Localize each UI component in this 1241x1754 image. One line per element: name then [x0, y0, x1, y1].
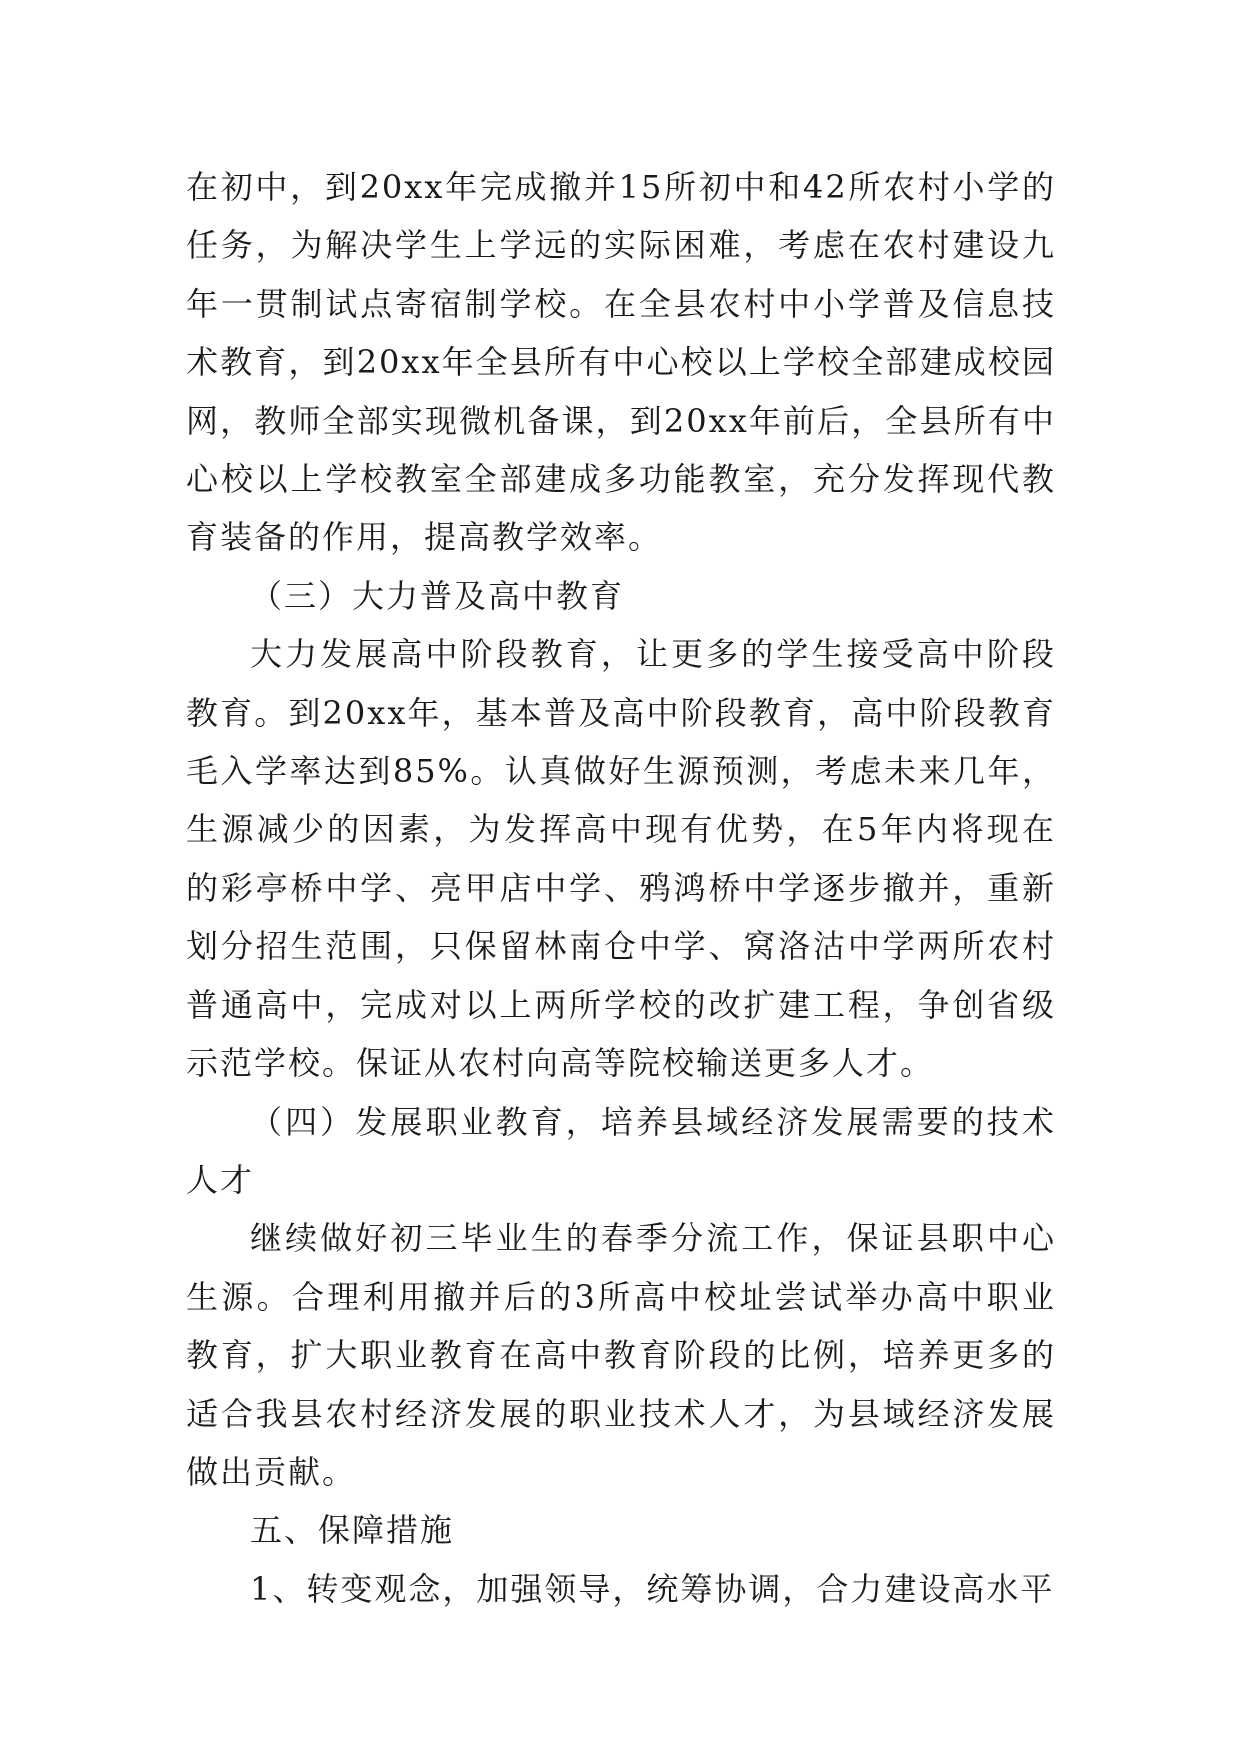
paragraph-high-school: 大力发展高中阶段教育，让更多的学生接受高中阶段教育。到20xx年，基本普及高中阶段教育，高中阶段教育毛入学率达到85%。认真做好生源预测，考虑未来几年，生源减少的因素，为发挥高中现有优势，在5年内将现在的彩亭桥中学、亮甲店中学、鸦鸿桥中学逐步撤并，重新划分招生范围，只保留林南仓中学、窝洛沽中学两所农村普通高中，完成对以上两所学校的改扩建工程，争创省级示范学校。保证从农村向高等院校输送更多人才。	[186, 635, 1056, 1083]
section-heading-5: 五、保障措施	[250, 1511, 455, 1550]
document-body	[186, 158, 1056, 1618]
paragraph-vocational: 继续做好初三毕业生的春季分流工作，保证县职中心生源。合理利用撤并后的3所高中校址尝试举办高中职业教育，扩大职业教育在高中教育阶段的比例，培养更多的适合我县农村经济发展的职业技术人才，为县域经济发展做出贡献。	[186, 1219, 1056, 1491]
paragraph-measure-1: 1、转变观念，加强领导，统筹协调，合力建设高水平	[250, 1569, 1055, 1608]
section-heading-4: （四）发展职业教育，培养县域经济发展需要的技术人才	[186, 1102, 1056, 1199]
paragraph-continuation: 在初中，到20xx年完成撤并15所初中和42所农村小学的任务，为解决学生上学远的实际困难，考虑在农村建设九年一贯制试点寄宿制学校。在全县农村中小学普及信息技术教育，到20xx年全县所有中心校以上学校全部建成校园网，教师全部实现微机备课，到20xx年前后，全县所有中心校以上学校教室全部建成多功能教室，充分发挥现代教育装备的作用，提高教学效率。	[186, 168, 1056, 557]
section-heading-3: （三）大力普及高中教育	[250, 576, 625, 615]
